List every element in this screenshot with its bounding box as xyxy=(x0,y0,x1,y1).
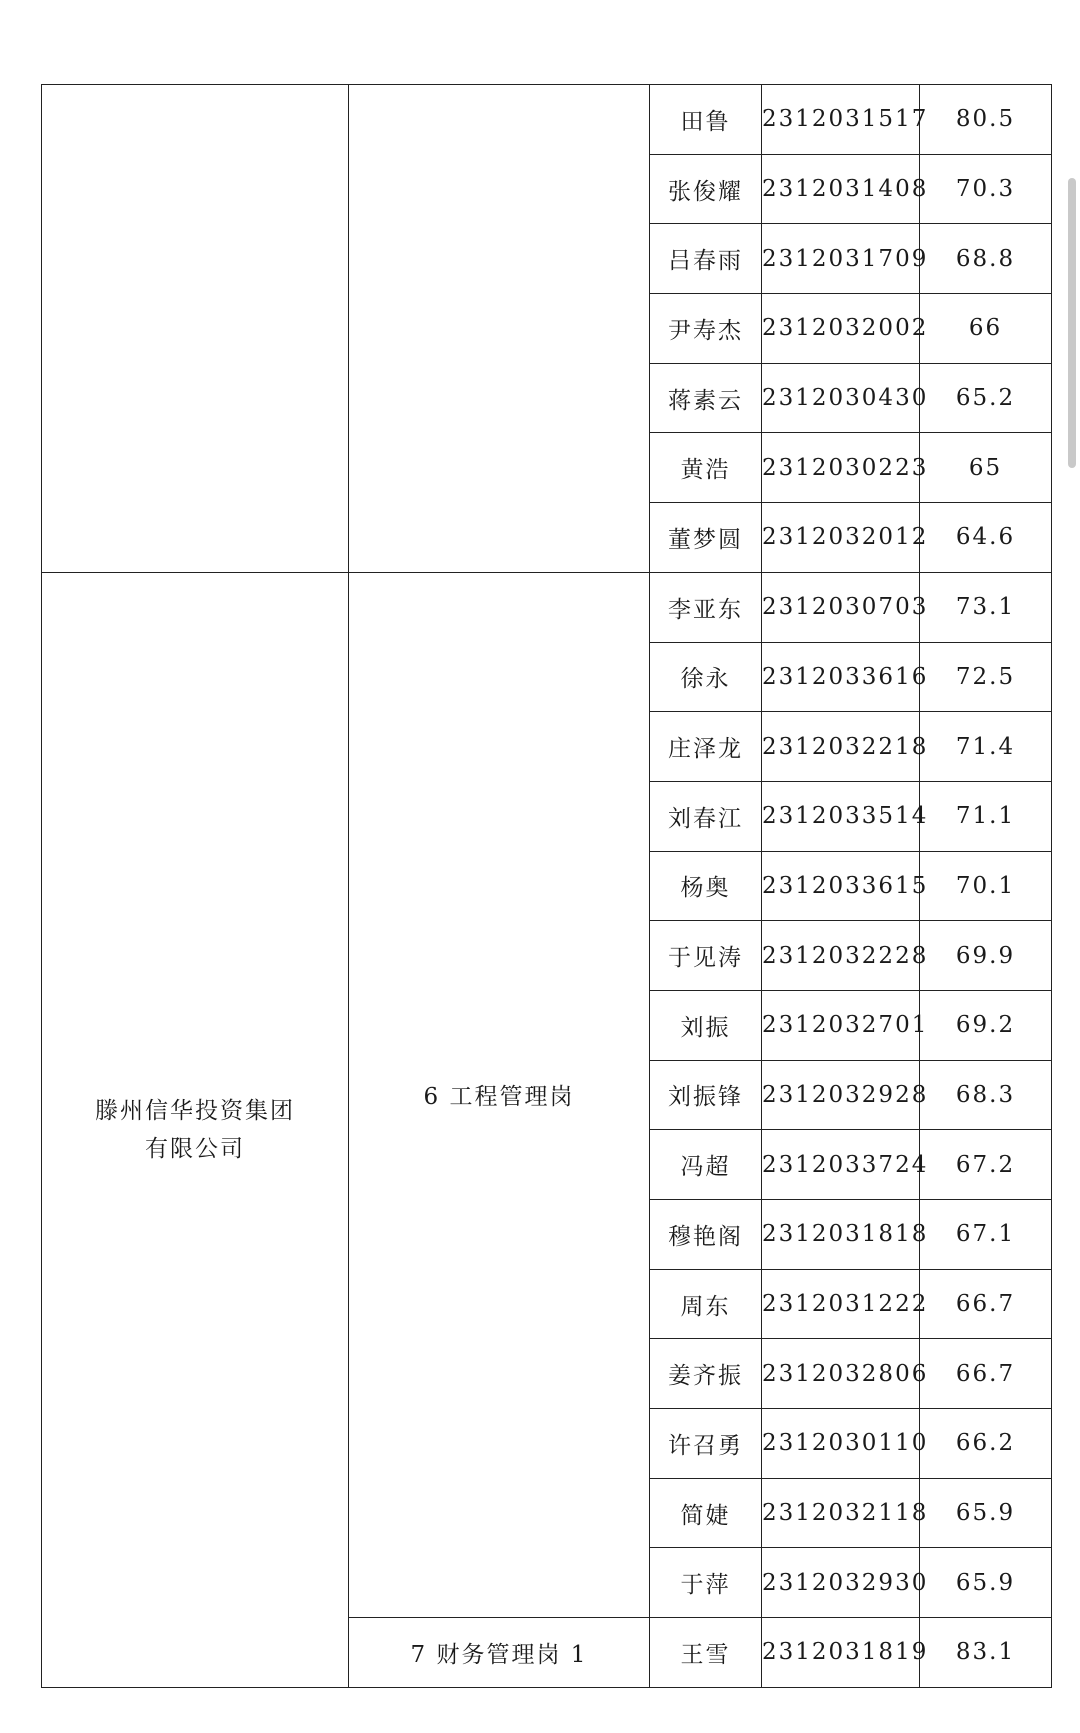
candidate-score: 66.2 xyxy=(920,1409,1052,1479)
table-row xyxy=(42,85,1052,155)
candidate-score: 70.3 xyxy=(920,154,1052,224)
candidate-score: 71.4 xyxy=(920,712,1052,782)
candidate-exam-id: 2312033724 xyxy=(762,1130,920,1200)
candidate-name: 吕春雨 xyxy=(650,224,762,294)
candidate-exam-id: 2312033514 xyxy=(762,781,920,851)
candidate-name: 周东 xyxy=(650,1269,762,1339)
candidate-exam-id: 2312032701 xyxy=(762,990,920,1060)
candidate-name: 董梦圆 xyxy=(650,503,762,573)
candidate-score: 65.2 xyxy=(920,363,1052,433)
candidate-exam-id: 2312031819 xyxy=(762,1618,920,1688)
candidate-name: 杨奥 xyxy=(650,851,762,921)
candidate-score: 73.1 xyxy=(920,572,1052,642)
candidate-exam-id: 2312030703 xyxy=(762,572,920,642)
candidate-name: 张俊耀 xyxy=(650,154,762,224)
vertical-scrollbar[interactable] xyxy=(1068,178,1076,468)
candidate-name: 简婕 xyxy=(650,1478,762,1548)
candidate-score: 71.1 xyxy=(920,781,1052,851)
candidate-exam-id: 2312031222 xyxy=(762,1269,920,1339)
candidate-score: 72.5 xyxy=(920,642,1052,712)
candidate-exam-id: 2312032228 xyxy=(762,921,920,991)
candidate-exam-id: 2312031709 xyxy=(762,224,920,294)
candidate-name: 尹寿杰 xyxy=(650,294,762,364)
candidate-score: 65.9 xyxy=(920,1548,1052,1618)
candidate-exam-id: 2312032928 xyxy=(762,1060,920,1130)
company-name-line-2: 有限公司 xyxy=(145,1135,245,1162)
candidate-name: 穆艳阁 xyxy=(650,1200,762,1270)
candidate-score: 65.9 xyxy=(920,1478,1052,1548)
candidate-score: 66.7 xyxy=(920,1339,1052,1409)
candidate-name: 蒋素云 xyxy=(650,363,762,433)
candidate-score: 80.5 xyxy=(920,85,1052,155)
candidate-exam-id: 2312033615 xyxy=(762,851,920,921)
candidate-score: 68.8 xyxy=(920,224,1052,294)
candidate-exam-id: 2312030110 xyxy=(762,1409,920,1479)
candidate-exam-id: 2312033616 xyxy=(762,642,920,712)
candidate-exam-id: 2312031408 xyxy=(762,154,920,224)
candidate-name: 庄泽龙 xyxy=(650,712,762,782)
table-body xyxy=(42,85,1052,1688)
candidate-score: 67.1 xyxy=(920,1200,1052,1270)
candidate-score: 68.3 xyxy=(920,1060,1052,1130)
candidate-score: 69.2 xyxy=(920,990,1052,1060)
post-name-engineering: 6 工程管理岗 xyxy=(349,572,650,1617)
candidate-score: 70.1 xyxy=(920,851,1052,921)
post-cell-blank xyxy=(349,85,650,573)
candidate-name: 刘春江 xyxy=(650,781,762,851)
candidate-exam-id: 2312032806 xyxy=(762,1339,920,1409)
candidate-exam-id: 2312032012 xyxy=(762,503,920,573)
candidate-name: 姜齐振 xyxy=(650,1339,762,1409)
candidate-exam-id: 2312030430 xyxy=(762,363,920,433)
company-name-cell xyxy=(42,572,349,1687)
candidate-name: 徐永 xyxy=(650,642,762,712)
candidate-score: 69.9 xyxy=(920,921,1052,991)
candidate-exam-id: 2312032002 xyxy=(762,294,920,364)
candidate-name: 冯超 xyxy=(650,1130,762,1200)
candidate-score-table xyxy=(41,84,1052,1688)
candidate-score: 67.2 xyxy=(920,1130,1052,1200)
candidate-score: 66.7 xyxy=(920,1269,1052,1339)
candidate-name: 许召勇 xyxy=(650,1409,762,1479)
candidate-exam-id: 2312030223 xyxy=(762,433,920,503)
candidate-exam-id: 2312032930 xyxy=(762,1548,920,1618)
table-row xyxy=(42,572,1052,642)
candidate-name: 王雪 xyxy=(650,1618,762,1688)
candidate-score: 64.6 xyxy=(920,503,1052,573)
company-cell-blank xyxy=(42,85,349,573)
candidate-name: 李亚东 xyxy=(650,572,762,642)
candidate-name: 刘振 xyxy=(650,990,762,1060)
candidate-score: 66 xyxy=(920,294,1052,364)
candidate-name: 田鲁 xyxy=(650,85,762,155)
candidate-name: 于萍 xyxy=(650,1548,762,1618)
post-name-finance: 7 财务管理岗 1 xyxy=(349,1618,650,1688)
candidate-exam-id: 2312032218 xyxy=(762,712,920,782)
candidate-name: 于见涛 xyxy=(650,921,762,991)
candidate-score: 65 xyxy=(920,433,1052,503)
candidate-name: 刘振锋 xyxy=(650,1060,762,1130)
candidate-exam-id: 2312031818 xyxy=(762,1200,920,1270)
company-name-line-1: 滕州信华投资集团 xyxy=(95,1097,295,1124)
candidate-exam-id: 2312032118 xyxy=(762,1478,920,1548)
candidate-name: 黄浩 xyxy=(650,433,762,503)
candidate-exam-id: 2312031517 xyxy=(762,85,920,155)
candidate-score: 83.1 xyxy=(920,1618,1052,1688)
